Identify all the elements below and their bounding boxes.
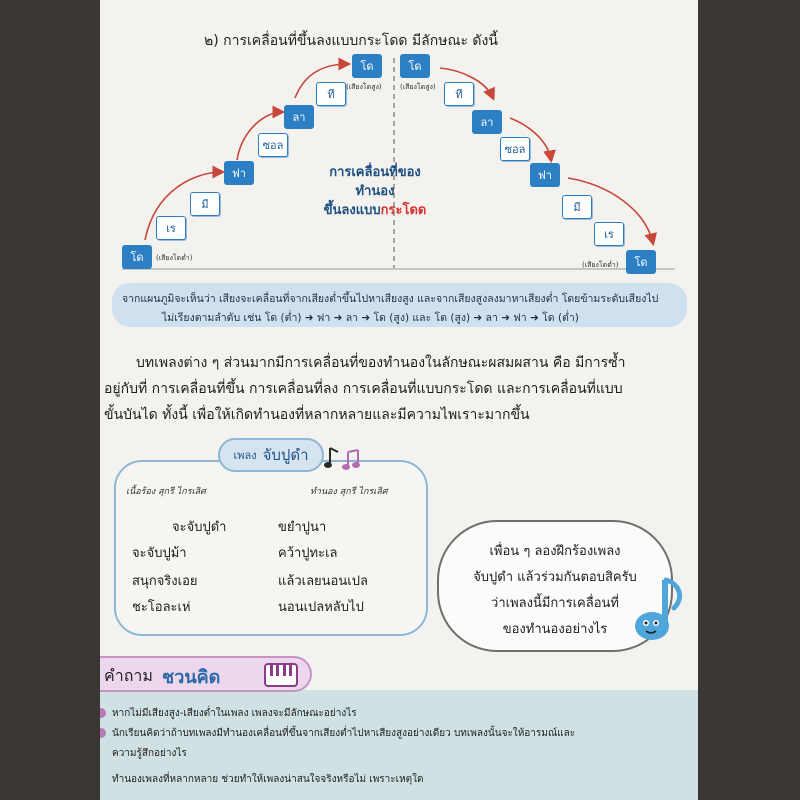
lyric-left-3: สนุกจริงเอย bbox=[132, 574, 198, 589]
note-re-right: เร bbox=[594, 222, 624, 246]
question-2-cont: ความรู้สึกอย่างไร bbox=[112, 748, 187, 759]
lyric-right-4: นอนเปลหลับไป bbox=[278, 600, 364, 615]
paragraph-line-2: อยู่กับที่ การเคลื่อนที่ขึ้น การเคลื่อนที่ลง การเคลื่อนที่แบบกระโดด และการเคลื่อนที่แบบ bbox=[104, 381, 623, 397]
song-composer: ทำนอง สุกรี ไกรเลิศ bbox=[310, 487, 388, 497]
song-lyricist: เนื้อร้อง สุกรี ไกรเลิศ bbox=[126, 487, 206, 497]
note-la-right: ลา bbox=[472, 110, 502, 134]
lyric-left-2: จะจับปูม้า bbox=[132, 546, 187, 561]
bubble-line-2: จับปูดำ แล้วร่วมกันตอบสิครับ bbox=[473, 570, 637, 585]
note-sol-left: ซอล bbox=[258, 133, 288, 157]
song-lyrics-box bbox=[114, 460, 428, 636]
lyric-right-1: ขยำปูนา bbox=[278, 520, 327, 535]
question-2: นักเรียนคิดว่าถ้าบทเพลงมีทำนองเคลื่อนที่ขึ้นจากเสียงต่ำไปหาเสียงสูงอย่างเดียว บทเพลงนั้นจะให้อารมณ์และ bbox=[112, 728, 576, 739]
low-do-label-left: (เสียงโดต่ำ) bbox=[156, 254, 193, 262]
summary-line-1: จากแผนภูมิจะเห็นว่า เสียงจะเคลื่อนที่จากเสียงต่ำขึ้นไปหาเสียงสูง และจากเสียงสูงลงมาหาเสียงต่ำ โดยข้ามระดับเสียงไป bbox=[122, 293, 659, 305]
note-ti-right: ที bbox=[444, 82, 474, 106]
note-do-high-right: โด bbox=[400, 54, 430, 78]
textbook-page bbox=[100, 0, 698, 800]
note-do-low-right: โด bbox=[626, 250, 656, 274]
note-fa-left: ฟา bbox=[224, 161, 254, 185]
high-do-label-left: (เสียงโดสูง) bbox=[346, 83, 382, 91]
high-do-label-right: (เสียงโดสูง) bbox=[400, 83, 436, 91]
diagram-center-title: การเคลื่อนที่ของทำนอง ขึ้นลงแบบกระโดด bbox=[323, 165, 427, 218]
lyric-right-2: คว้าปูทะเล bbox=[278, 546, 338, 561]
lyric-left-1: จะจับปูดำ bbox=[172, 520, 227, 535]
section-heading: ๒) การเคลื่อนที่ขึ้นลงแบบกระโดด มีลักษณะ ดังนี้ bbox=[204, 33, 498, 49]
melody-diagram bbox=[100, 0, 698, 290]
lyric-right-3: แล้วเลยนอนเปล bbox=[278, 574, 368, 589]
song-title-tab: เพลง จับปูดำ bbox=[218, 438, 324, 472]
lyric-left-4: ชะโอละเห่ bbox=[132, 600, 191, 615]
note-la-left: ลา bbox=[284, 105, 314, 129]
music-note-mascot-icon bbox=[626, 574, 686, 654]
keyboard-icon bbox=[264, 663, 298, 687]
note-do-low-left: โด bbox=[122, 245, 152, 269]
bubble-line-4: ของทำนองอย่างไร bbox=[502, 622, 608, 637]
questions-header: คำถาม ชวนคิด bbox=[100, 656, 312, 692]
note-mi-right: มี bbox=[562, 195, 592, 219]
note-ti-left: ที bbox=[316, 82, 346, 106]
question-1: หากไม่มีเสียงสูง-เสียงต่ำในเพลง เพลงจะมีลักษณะอย่างไร bbox=[112, 708, 357, 719]
question-3: ทำนองเพลงที่หลากหลาย ช่วยทำให้เพลงน่าสนใจจริงหรือไม่ เพราะเหตุใด bbox=[112, 774, 424, 785]
paragraph-line-1: บทเพลงต่าง ๆ ส่วนมากมีการเคลื่อนที่ของทำนองในลักษณะผสมผสาน คือ มีการซ้ำ bbox=[136, 355, 626, 371]
note-fa-right: ฟา bbox=[530, 163, 560, 187]
note-mi-left: มี bbox=[190, 192, 220, 216]
summary-box bbox=[112, 283, 687, 327]
low-do-label-right: (เสียงโดต่ำ) bbox=[582, 261, 619, 269]
song-title: จับปูดำ bbox=[262, 446, 309, 464]
note-sol-right: ซอล bbox=[500, 137, 530, 161]
bubble-line-3: ว่าเพลงนี้มีการเคลื่อนที่ bbox=[491, 596, 619, 611]
summary-line-2: ไม่เรียงตามลำดับ เช่น โด (ต่ำ) ➜ ฟา ➜ ลา ➜ โด (สูง) และ โด (สูง) ➜ ลา ➜ ฟา ➜ โด (ต่ำ) bbox=[162, 312, 579, 324]
music-note-icon bbox=[324, 444, 368, 474]
note-re-left: เร bbox=[156, 216, 186, 240]
bubble-line-1: เพื่อน ๆ ลองฝึกร้องเพลง bbox=[489, 544, 621, 559]
note-do-high-left: โด bbox=[352, 54, 382, 78]
paragraph-line-3: ขั้นบันได ทั้งนี้ เพื่อให้เกิดทำนองที่หลากหลายและมีความไพเราะมากขึ้น bbox=[104, 407, 530, 423]
